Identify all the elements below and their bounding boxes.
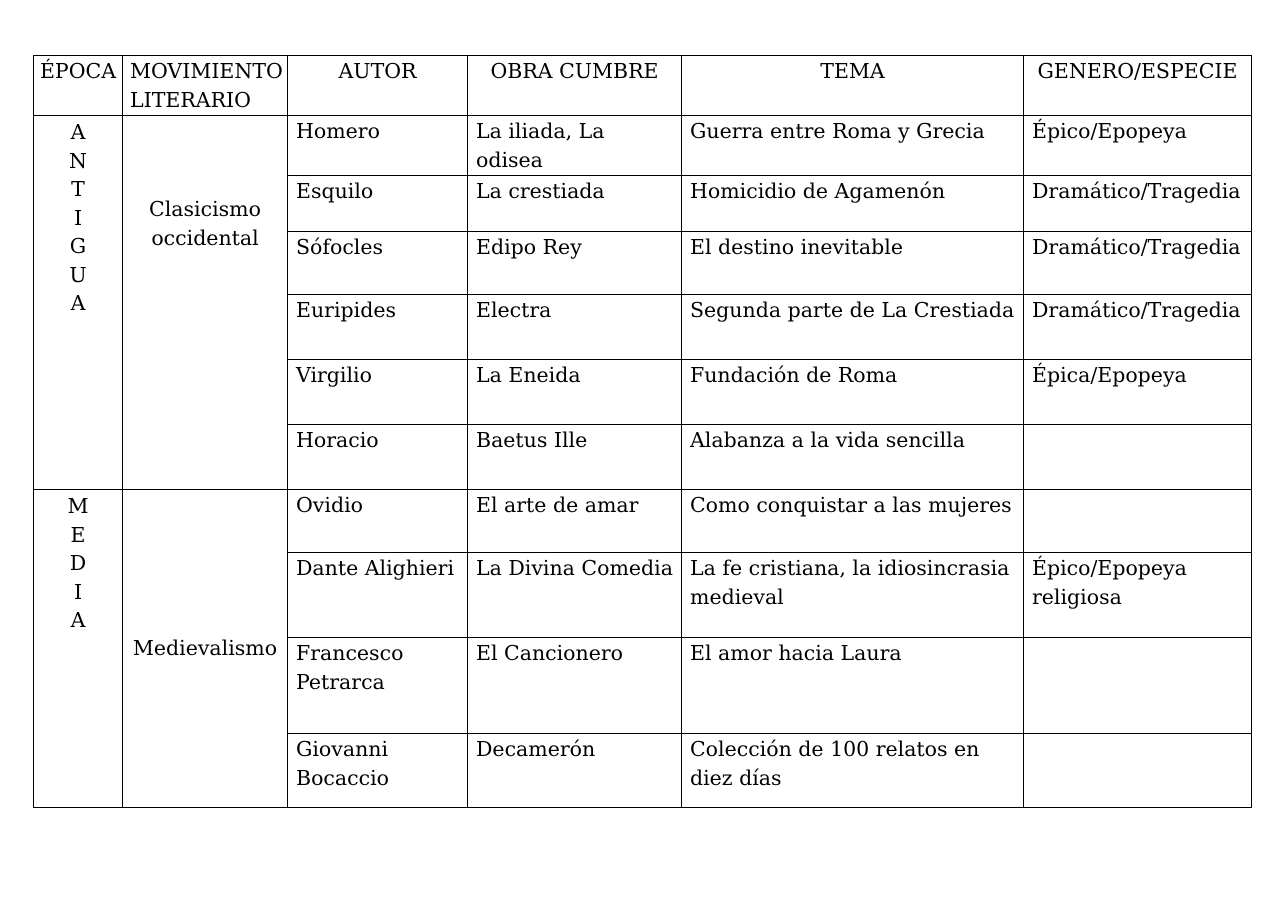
movimiento-cell: Medievalismo <box>123 490 288 808</box>
autor-cell: Francesco Petrarca <box>288 638 468 734</box>
genero-cell: Épico/Epopeya <box>1024 116 1252 176</box>
header-obra: OBRA CUMBRE <box>468 56 682 116</box>
obra-cell: La Eneida <box>468 360 682 425</box>
tema-cell: Alabanza a la vida sencilla <box>682 425 1024 490</box>
tema-cell: Guerra entre Roma y Grecia <box>682 116 1024 176</box>
tema-cell: Como conquistar a las mujeres <box>682 490 1024 553</box>
genero-cell <box>1024 734 1252 808</box>
header-tema: TEMA <box>682 56 1024 116</box>
genero-cell: Épica/Epopeya <box>1024 360 1252 425</box>
tema-cell: El amor hacia Laura <box>682 638 1024 734</box>
obra-cell: Edipo Rey <box>468 232 682 295</box>
autor-cell: Euripides <box>288 295 468 360</box>
header-movimiento: MOVIMIENTO LITERARIO <box>123 56 288 116</box>
epoca-letter: I <box>73 579 83 604</box>
obra-cell: La crestiada <box>468 176 682 232</box>
tema-cell: La fe cristiana, la idiosincrasia medieval <box>682 553 1024 638</box>
tema-cell: Homicidio de Agamenón <box>682 176 1024 232</box>
autor-cell: Homero <box>288 116 468 176</box>
header-genero: GENERO/ESPECIE <box>1024 56 1252 116</box>
epoca-letter: A <box>70 120 86 144</box>
epoca-letter: E <box>70 522 86 547</box>
epoca-letter: U <box>69 262 87 287</box>
obra-cell: Electra <box>468 295 682 360</box>
obra-cell: El arte de amar <box>468 490 682 553</box>
table-row <box>34 490 1252 553</box>
epoca-cell-media <box>34 490 123 808</box>
movimiento-cell: Clasicismo occidental <box>123 116 288 490</box>
obra-cell: La Divina Comedia <box>468 553 682 638</box>
epoca-cell-antigua <box>34 116 123 490</box>
header-epoca: ÉPOCA <box>34 56 123 116</box>
genero-cell <box>1024 490 1252 553</box>
autor-cell: Esquilo <box>288 176 468 232</box>
genero-cell: Dramático/Tragedia <box>1024 232 1252 295</box>
autor-cell: Sófocles <box>288 232 468 295</box>
epoca-letter: A <box>70 291 86 315</box>
obra-cell: Decamerón <box>468 734 682 808</box>
epoca-letter: G <box>69 234 87 258</box>
genero-cell: Dramático/Tragedia <box>1024 176 1252 232</box>
header-autor: AUTOR <box>288 56 468 116</box>
obra-cell: El Cancionero <box>468 638 682 734</box>
epoca-letter: T <box>71 177 85 201</box>
literature-table <box>33 55 1252 808</box>
genero-cell <box>1024 638 1252 734</box>
autor-cell: Dante Alighieri <box>288 553 468 638</box>
epoca-letter: D <box>69 551 87 575</box>
genero-cell <box>1024 425 1252 490</box>
epoca-letter: A <box>70 608 86 632</box>
genero-cell: Épico/Epopeya religiosa <box>1024 553 1252 638</box>
table-row <box>34 116 1252 176</box>
autor-cell: Ovidio <box>288 490 468 553</box>
epoca-vertical-text <box>34 118 122 318</box>
tema-cell: Segunda parte de La Crestiada <box>682 295 1024 360</box>
autor-cell: Horacio <box>288 425 468 490</box>
tema-cell: Colección de 100 relatos en diez días <box>682 734 1024 808</box>
genero-cell: Dramático/Tragedia <box>1024 295 1252 360</box>
epoca-vertical-text <box>34 492 122 635</box>
autor-cell: Virgilio <box>288 360 468 425</box>
epoca-letter: M <box>67 494 89 518</box>
epoca-letter: I <box>73 205 83 230</box>
tema-cell: Fundación de Roma <box>682 360 1024 425</box>
header-row <box>34 56 1252 116</box>
obra-cell: La iliada, La odisea <box>468 116 682 176</box>
tema-cell: El destino inevitable <box>682 232 1024 295</box>
epoca-letter: N <box>69 148 87 173</box>
autor-cell: Giovanni Bocaccio <box>288 734 468 808</box>
obra-cell: Baetus Ille <box>468 425 682 490</box>
